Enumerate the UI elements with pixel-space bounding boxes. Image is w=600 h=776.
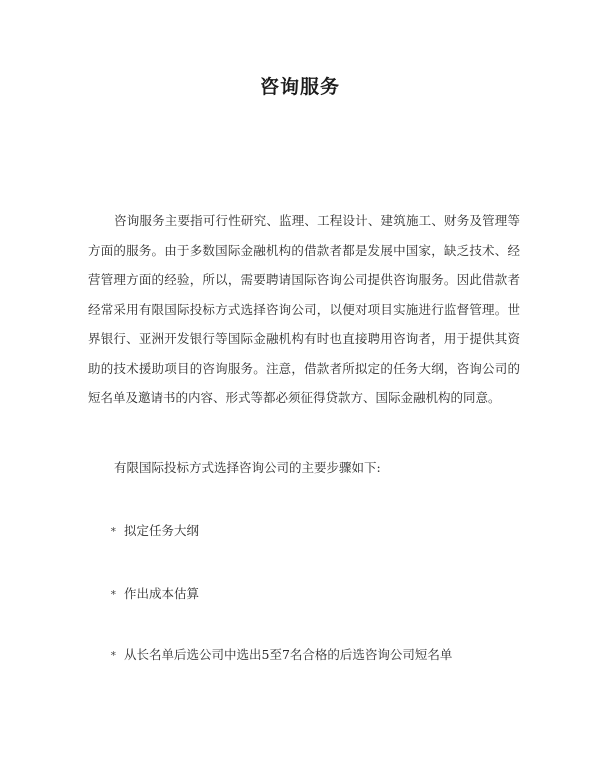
page-title: 咨询服务 xyxy=(259,76,340,98)
step-text: 从长名单后选公司中选出5至7名合格的后选咨询公司短名单 xyxy=(124,647,453,662)
step-text: 拟定任务大纲 xyxy=(124,523,200,538)
step-text: 作出成本估算 xyxy=(124,586,200,601)
body-paragraph: 咨询服务主要指可行性研究、监理、工程设计、建筑施工、财务及管理等方面的服务。由于多数国际金融机构的借款者都是发展中国家，缺乏技术、经营管理方面的经验，所以，需要聘请国际咨询公司提供咨询服务。因此借款者经常采用有限国际投标方式选择咨询公司，以便对项目实施进行监督管理。世界银行、亚洲开发银行等国际金融机构有时也直接聘用咨询者，用于提供其资助的技术援助项目的咨询服务。注意，借款者所拟定的任务大纲，咨询公司的短名单及邀请书的内容、形式等都必须征得贷款方、国际金融机构的同意。 xyxy=(88,213,520,405)
bullet-asterisk-icon: * xyxy=(110,525,117,538)
bullet-asterisk-icon: * xyxy=(110,649,117,662)
step-item xyxy=(110,584,199,605)
step-item xyxy=(110,521,199,542)
steps-intro: 有限国际投标方式选择咨询公司的主要步骤如下: xyxy=(114,460,381,475)
step-item xyxy=(110,645,452,666)
bullet-asterisk-icon: * xyxy=(110,588,117,601)
